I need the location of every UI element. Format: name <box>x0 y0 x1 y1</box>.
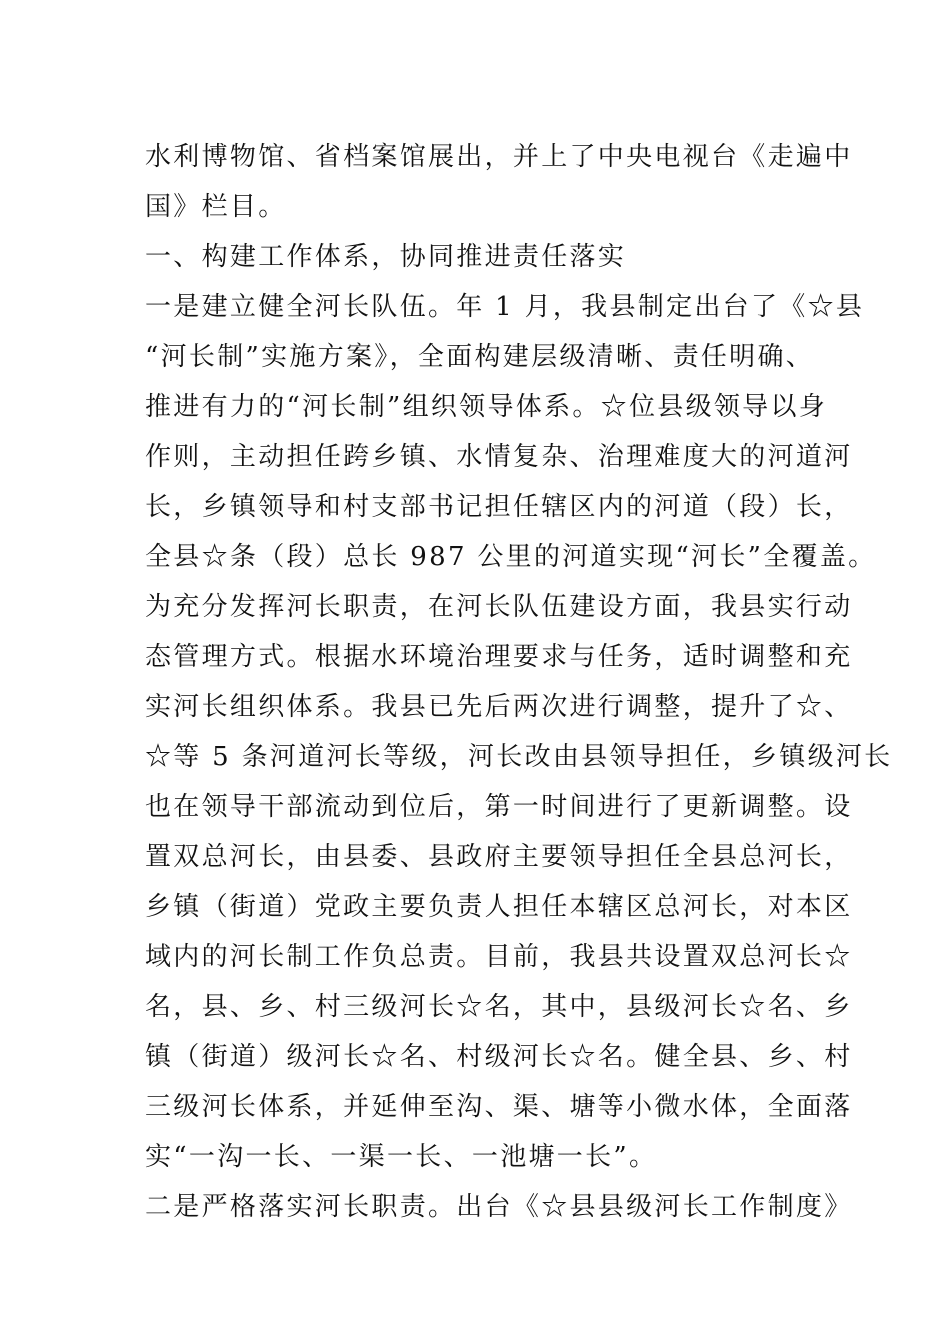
text-line: 实河长组织体系。我县已先后两次进行调整，提升了☆、 <box>145 692 853 722</box>
text-line: 一是建立健全河长队伍。年 1 月，我县制定出台了《☆县 <box>145 292 865 322</box>
text-line: 为充分发挥河长职责，在河长队伍建设方面，我县实行动 <box>145 592 853 622</box>
text-line: 水利博物馆、省档案馆展出，并上了中央电视台《走遍中 <box>145 142 853 172</box>
section-heading: 一、构建工作体系，协同推进责任落实 <box>145 242 627 272</box>
text-line: 名，县、乡、村三级河长☆名，其中，县级河长☆名、乡 <box>145 992 853 1022</box>
text-line: 镇（街道）级河长☆名、村级河长☆名。健全县、乡、村 <box>145 1042 853 1072</box>
document-body <box>145 132 893 1232</box>
text-line: ☆等 5 条河道河长等级，河长改由县领导担任，乡镇级河长 <box>145 742 893 772</box>
text-line: 国》栏目。 <box>145 192 287 222</box>
text-line: 长，乡镇领导和村支部书记担任辖区内的河道（段）长， <box>145 492 853 522</box>
text-line: 二是严格落实河长职责。出台《☆县县级河长工作制度》 <box>145 1192 853 1222</box>
text-line: 也在领导干部流动到位后，第一时间进行了更新调整。设 <box>145 792 853 822</box>
text-line: 域内的河长制工作负总责。目前，我县共设置双总河长☆ <box>145 942 853 972</box>
text-line: 实“一沟一长、一渠一长、一池塘一长”。 <box>145 1142 658 1172</box>
text-line: 乡镇（街道）党政主要负责人担任本辖区总河长，对本区 <box>145 892 853 922</box>
text-line: 三级河长体系，并延伸至沟、渠、塘等小微水体，全面落 <box>145 1092 853 1122</box>
text-line: 全县☆条（段）总长 987 公里的河道实现“河长”全覆盖。 <box>145 542 877 572</box>
text-line: 作则，主动担任跨乡镇、水情复杂、治理难度大的河道河 <box>145 442 853 472</box>
text-line: “河长制”实施方案》，全面构建层级清晰、责任明确、 <box>145 342 815 372</box>
text-line: 推进有力的“河长制”组织领导体系。☆位县级领导以身 <box>145 392 828 422</box>
text-line: 置双总河长，由县委、县政府主要领导担任全县总河长， <box>145 842 853 872</box>
text-line: 态管理方式。根据水环境治理要求与任务，适时调整和充 <box>145 642 853 672</box>
